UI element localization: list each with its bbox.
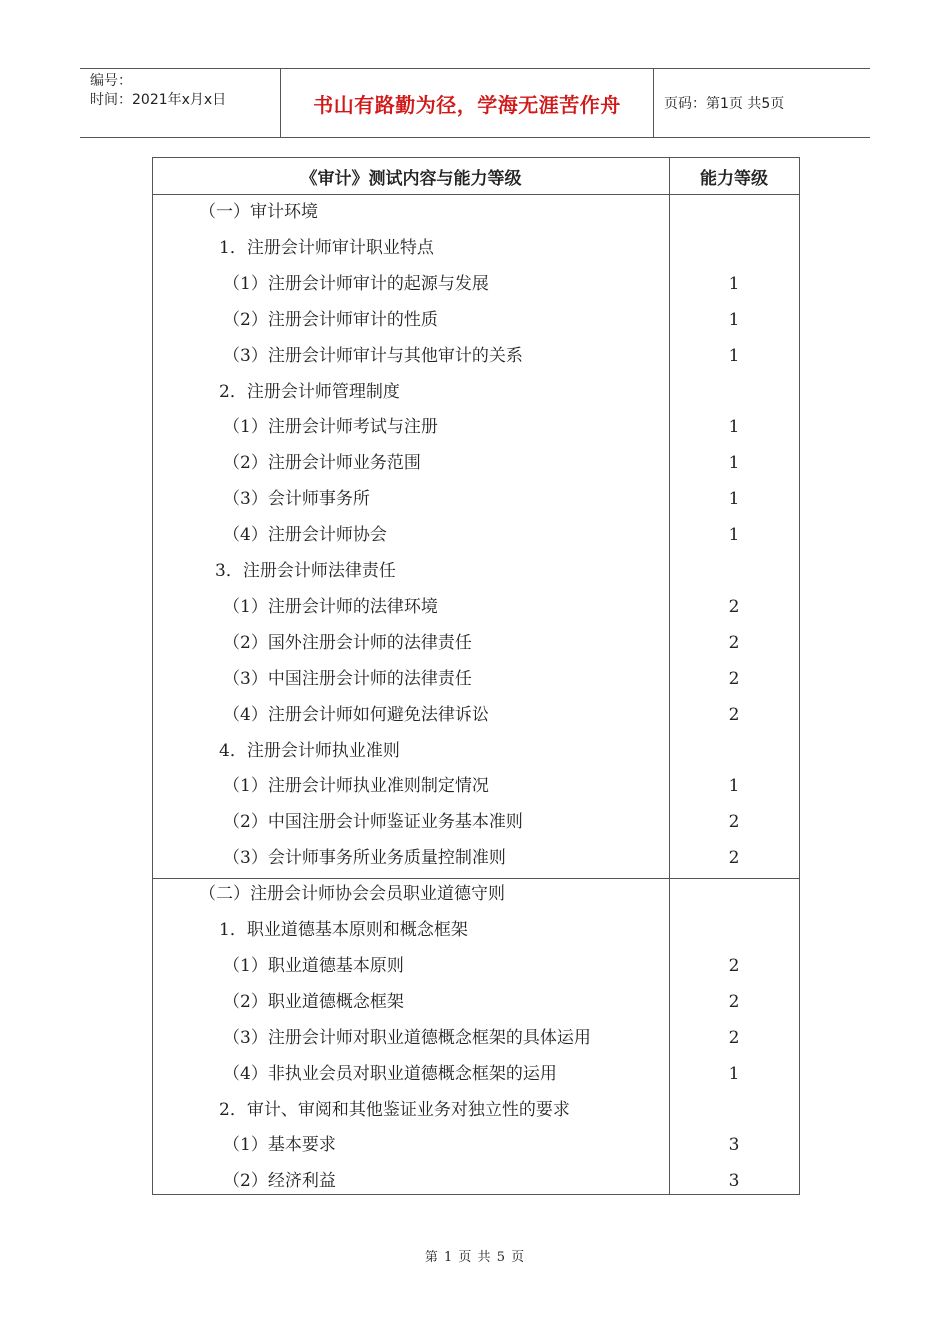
table-row [153, 1092, 799, 1128]
row-content: （3）注册会计师对职业道德概念框架的具体运用 [223, 1027, 591, 1048]
table-row [153, 302, 799, 338]
table-row [153, 553, 799, 589]
table-row [153, 266, 799, 302]
row-content: （2）注册会计师业务范围 [223, 453, 421, 474]
row-content: （1）注册会计师的法律环境 [223, 596, 438, 617]
row-level: 1 [728, 525, 740, 546]
column-header-content: 《审计》测试内容与能力等级 [300, 168, 522, 189]
time-label: 时间：2021年x月x日 [90, 92, 227, 108]
row-content: （4）注册会计师如何避免法律诉讼 [223, 704, 489, 725]
row-level: 2 [728, 848, 740, 869]
table-row [153, 230, 799, 266]
row-level: 2 [728, 1027, 740, 1048]
row-content: （1）职业道德基本原则 [223, 955, 404, 976]
row-content: （3）注册会计师审计与其他审计的关系 [223, 345, 523, 366]
row-content: （2）国外注册会计师的法律责任 [223, 632, 472, 653]
table-row [153, 1127, 799, 1163]
number-label: 编号： [90, 73, 132, 89]
row-level: 2 [728, 668, 740, 689]
table-row [153, 589, 799, 625]
table-row [153, 625, 799, 661]
row-content: （1）基本要求 [223, 1135, 336, 1156]
row-level: 2 [728, 596, 740, 617]
row-level: 1 [728, 309, 740, 330]
row-level: 3 [728, 1135, 740, 1156]
table-row [153, 840, 799, 876]
row-content: （2）中国注册会计师鉴证业务基本准则 [223, 812, 523, 833]
table-row [153, 409, 799, 445]
row-content: （二）注册会计师协会会员职业道德守则 [199, 884, 505, 905]
row-content: 4．注册会计师执业准则 [219, 740, 400, 761]
table-row [153, 912, 799, 948]
table-row [153, 445, 799, 481]
table-row [153, 768, 799, 804]
row-content: 3．注册会计师法律责任 [215, 561, 396, 581]
table-row [153, 697, 799, 733]
document-header [80, 68, 870, 138]
row-content: （2）注册会计师审计的性质 [223, 309, 438, 330]
table-row [153, 1163, 799, 1199]
row-content: （3）会计师事务所业务质量控制准则 [223, 848, 506, 869]
row-content: （4）非执业会员对职业道德概念框架的运用 [223, 1063, 557, 1084]
row-level: 1 [728, 776, 740, 797]
header-motto: 书山有路勤为径，学海无涯苦作舟 [281, 69, 654, 137]
table-row [153, 661, 799, 697]
row-level: 1 [728, 273, 740, 294]
table-row [153, 876, 799, 912]
row-level: 1 [728, 417, 740, 438]
row-content: （2）经济利益 [223, 1171, 336, 1192]
column-header-level: 能力等级 [700, 168, 768, 189]
audit-content-table [152, 157, 800, 1195]
table-row [153, 517, 799, 553]
row-content: 2．审计、审阅和其他鉴证业务对独立性的要求 [219, 1099, 570, 1120]
table-row [153, 338, 799, 374]
header-meta [80, 69, 281, 137]
table-row [153, 194, 799, 230]
row-content: 1．职业道德基本原则和概念框架 [219, 920, 468, 940]
row-level: 1 [728, 1063, 740, 1084]
row-level: 2 [728, 704, 740, 725]
row-level: 2 [728, 632, 740, 653]
row-level: 2 [728, 991, 740, 1012]
table-row [153, 804, 799, 840]
table-row [153, 374, 799, 410]
row-content: （3）会计师事务所 [223, 489, 370, 510]
row-level: 3 [728, 1171, 740, 1192]
table-row [153, 1056, 799, 1092]
row-content: （2）职业道德概念框架 [223, 991, 404, 1012]
table-row [153, 984, 799, 1020]
row-level: 2 [728, 955, 740, 976]
table-row [153, 948, 799, 984]
row-content: 2．注册会计师管理制度 [219, 381, 400, 402]
row-content: （一）审计环境 [199, 202, 318, 222]
row-content: （3）中国注册会计师的法律责任 [223, 668, 472, 689]
table-row [153, 733, 799, 769]
row-level: 1 [728, 453, 740, 474]
header-page-info: 页码：第1页 共5页 [664, 96, 785, 112]
row-level: 2 [728, 812, 740, 833]
row-content: （1）注册会计师审计的起源与发展 [223, 273, 489, 294]
page-footer: 第 1 页 共 5 页 [424, 1250, 526, 1265]
row-content: （1）注册会计师考试与注册 [223, 417, 438, 438]
table-row [153, 481, 799, 517]
row-content: （4）注册会计师协会 [223, 525, 387, 546]
row-content: 1．注册会计师审计职业特点 [219, 237, 434, 258]
row-level: 1 [728, 489, 740, 510]
row-level: 1 [728, 345, 740, 366]
table-row [153, 1020, 799, 1056]
row-content: （1）注册会计师执业准则制定情况 [223, 776, 489, 797]
